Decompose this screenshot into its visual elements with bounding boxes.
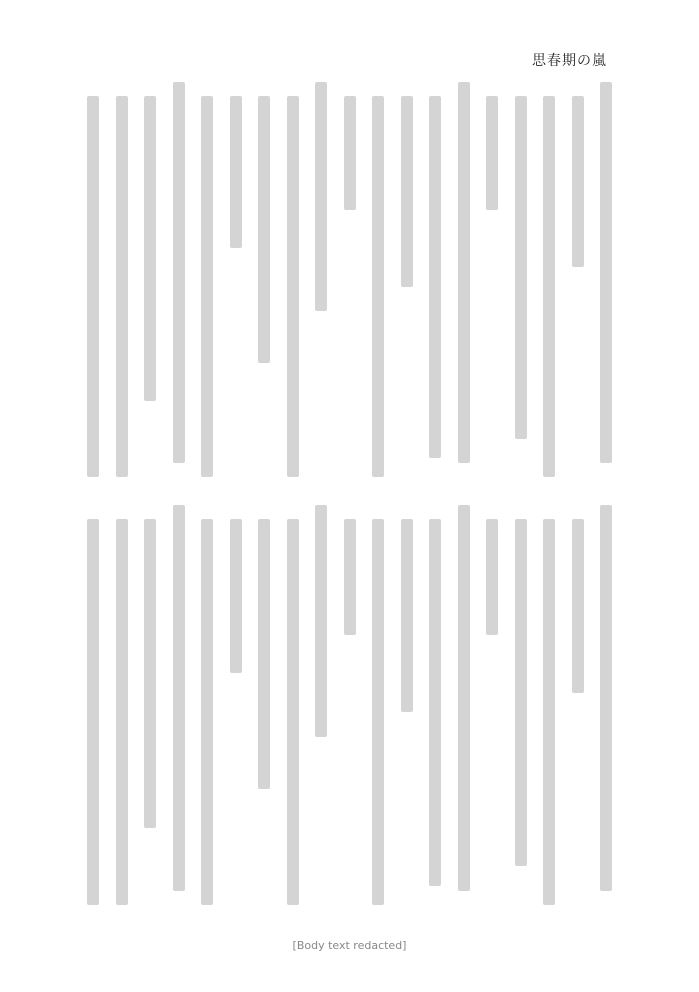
text-column-placeholder xyxy=(116,519,128,905)
text-column-placeholder xyxy=(401,519,413,712)
text-column-placeholder xyxy=(401,96,413,287)
text-column-placeholder xyxy=(543,519,555,905)
text-block-bottom xyxy=(80,505,620,905)
text-block-top xyxy=(80,82,620,477)
text-column-placeholder xyxy=(372,519,384,905)
text-column-placeholder xyxy=(201,96,213,477)
text-column-placeholder xyxy=(543,96,555,477)
text-column-placeholder xyxy=(315,505,327,737)
redaction-notice: [Body text redacted] xyxy=(292,939,407,952)
text-column-placeholder xyxy=(572,96,584,267)
text-column-placeholder xyxy=(287,96,299,477)
text-column-placeholder xyxy=(315,82,327,311)
text-column-placeholder xyxy=(173,82,185,463)
text-column-placeholder xyxy=(144,519,156,828)
text-column-placeholder xyxy=(344,96,356,210)
text-column-placeholder xyxy=(429,519,441,886)
text-column-placeholder xyxy=(144,96,156,401)
text-column-placeholder xyxy=(572,519,584,693)
text-column-placeholder xyxy=(515,96,527,439)
text-column-placeholder xyxy=(87,96,99,477)
running-title: 思春期の嵐 xyxy=(532,53,607,69)
text-column-placeholder xyxy=(230,96,242,248)
text-column-placeholder xyxy=(201,519,213,905)
text-column-placeholder xyxy=(515,519,527,866)
text-column-placeholder xyxy=(344,519,356,635)
text-column-placeholder xyxy=(600,82,612,463)
text-column-placeholder xyxy=(87,519,99,905)
text-column-placeholder xyxy=(116,96,128,477)
text-column-placeholder xyxy=(258,519,270,789)
text-column-placeholder xyxy=(287,519,299,905)
text-column-placeholder xyxy=(429,96,441,458)
text-column-placeholder xyxy=(458,82,470,463)
text-column-placeholder xyxy=(458,505,470,891)
text-column-placeholder xyxy=(230,519,242,673)
text-column-placeholder xyxy=(173,505,185,891)
text-column-placeholder xyxy=(486,519,498,635)
text-column-placeholder xyxy=(258,96,270,363)
text-column-placeholder xyxy=(486,96,498,210)
text-column-placeholder xyxy=(372,96,384,477)
text-column-placeholder xyxy=(600,505,612,891)
